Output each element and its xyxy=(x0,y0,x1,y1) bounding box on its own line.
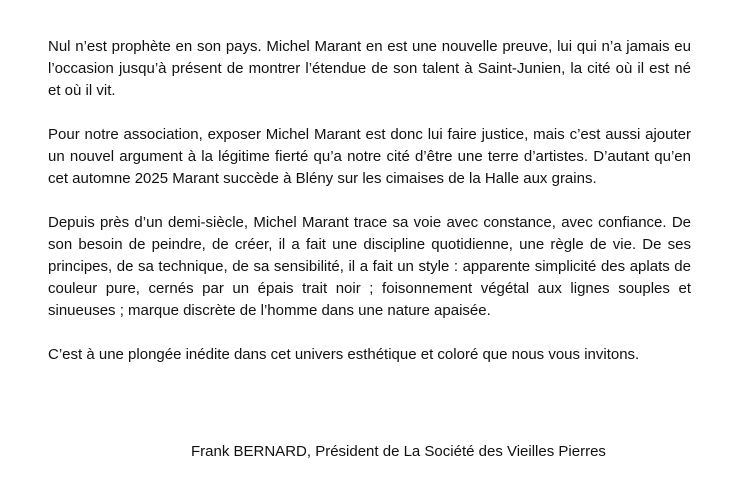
signature: Frank BERNARD, Président de La Société des Vieilles Pierres xyxy=(191,443,606,460)
paragraph-style: Depuis près d’un demi-siècle, Michel Marant trace sa voie avec constance, avec confiance. De son besoin de peindre, de créer, il a fait une discipline quotidienne, une règle de vie. De ses principes, de sa technique, de sa sensibilité, il a fait un style : apparente simplicité des aplats de couleur pure, cernés par un épais trait noir ; foisonnement végétal aux lignes souples et sinueuses ; marque discrète de l’homme dans une nature apaisée. xyxy=(48,214,691,319)
paragraph-invitation: C’est à une plongée inédite dans cet univers esthétique et coloré que nous vous invitons. xyxy=(48,346,640,363)
document-body xyxy=(48,36,691,388)
paragraph-association: Pour notre association, exposer Michel Marant est donc lui faire justice, mais c’est aussi ajouter un nouvel argument à la légitime fierté qu’a notre cité d’être une terre d’artistes. D’autant qu’en cet automne 2025 Marant succède à Blény sur les cimaises de la Halle aux grains. xyxy=(48,126,691,187)
paragraph-intro: Nul n’est prophète en son pays. Michel Marant en est une nouvelle preuve, lui qui n’a jamais eu l’occasion jusqu’à présent de montrer l’étendue de son talent à Saint-Junien, la cité où il est né et où il vit. xyxy=(48,38,691,99)
